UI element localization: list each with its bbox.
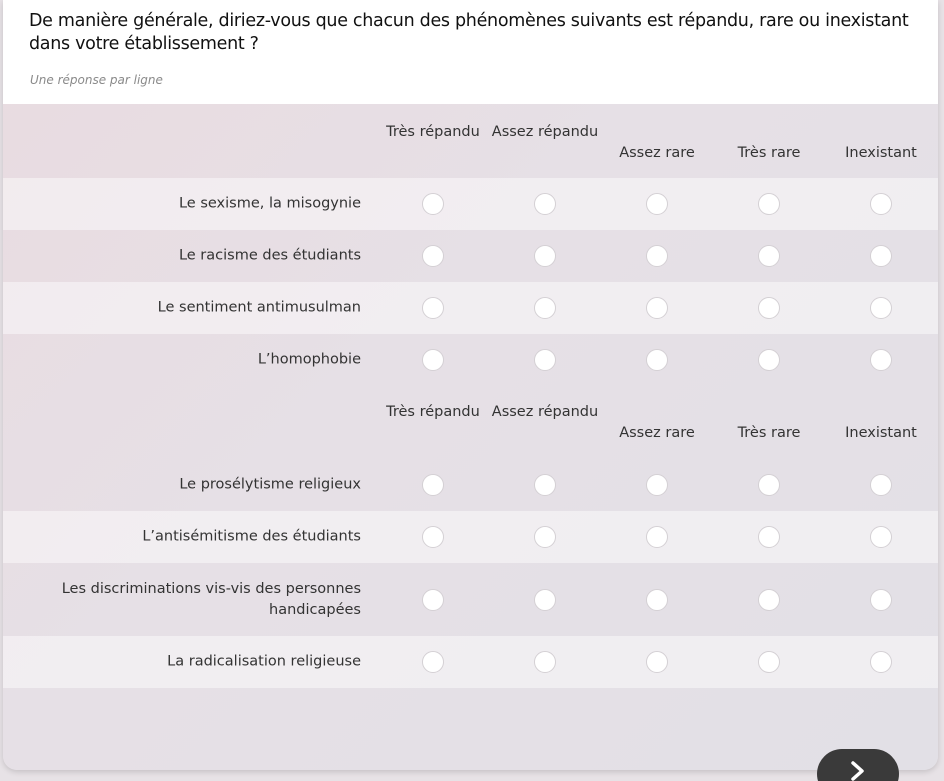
column-header-assez-rare: Assez rare [619,145,695,161]
radio-tres-rare[interactable] [758,651,780,673]
radio-assez-rare[interactable] [646,474,668,496]
radio-assez-rare[interactable] [646,526,668,548]
radio-assez-rare[interactable] [646,349,668,371]
radio-tres-rare[interactable] [758,526,780,548]
matrix-row [3,459,938,511]
radio-inexistant[interactable] [870,349,892,371]
radio-tres-repandu[interactable] [422,651,444,673]
radio-tres-rare[interactable] [758,297,780,319]
radio-assez-repandu[interactable] [534,349,556,371]
survey-card [3,0,938,770]
column-header-tres-repandu: Très répandu [386,124,480,140]
radio-assez-repandu[interactable] [534,245,556,267]
matrix-row [3,334,938,386]
column-header-assez-repandu: Assez répandu [491,124,599,140]
radio-assez-repandu[interactable] [534,297,556,319]
radio-assez-rare[interactable] [646,589,668,611]
matrix-row [3,178,938,230]
matrix-row [3,511,938,563]
row-label: Le sentiment antimusulman [157,299,361,316]
radio-assez-rare[interactable] [646,297,668,319]
radio-assez-rare[interactable] [646,651,668,673]
chevron-right-icon [849,760,867,781]
column-header-assez-repandu: Assez répandu [491,404,599,420]
radio-inexistant[interactable] [870,526,892,548]
radio-assez-rare[interactable] [646,245,668,267]
row-label: La radicalisation religieuse [167,653,361,670]
next-button[interactable] [817,749,899,781]
matrix-row [3,282,938,334]
radio-assez-repandu[interactable] [534,526,556,548]
matrix-row [3,230,938,282]
row-label: L’homophobie [257,351,361,368]
radio-assez-rare[interactable] [646,193,668,215]
row-label: Les discriminations vis-vis des personnes handicapées [61,580,361,618]
matrix-row [3,636,938,688]
column-header-inexistant: Inexistant [845,145,917,161]
row-label: Le sexisme, la misogynie [178,195,361,212]
radio-assez-repandu[interactable] [534,589,556,611]
radio-inexistant[interactable] [870,651,892,673]
radio-assez-repandu[interactable] [534,651,556,673]
row-label: Le prosélytisme religieux [179,476,361,493]
question-header [3,0,938,104]
radio-tres-rare[interactable] [758,589,780,611]
radio-tres-repandu[interactable] [422,245,444,267]
radio-tres-repandu[interactable] [422,193,444,215]
radio-inexistant[interactable] [870,245,892,267]
radio-tres-rare[interactable] [758,474,780,496]
radio-tres-repandu[interactable] [422,589,444,611]
radio-tres-repandu[interactable] [422,297,444,319]
radio-tres-repandu[interactable] [422,349,444,371]
radio-inexistant[interactable] [870,297,892,319]
matrix-row [3,563,938,636]
radio-assez-repandu[interactable] [534,193,556,215]
column-header-tres-rare: Très rare [737,145,801,161]
radio-tres-repandu[interactable] [422,474,444,496]
column-header-inexistant: Inexistant [845,425,917,441]
radio-tres-rare[interactable] [758,245,780,267]
row-label: L’antisémitisme des étudiants [142,528,361,545]
question-text: De manière générale, diriez-vous que chacun des phénomènes suivants est répandu, rare ou inexistant dans votre établissement ? [29,11,909,54]
radio-tres-rare[interactable] [758,193,780,215]
column-header-tres-rare: Très rare [737,425,801,441]
radio-inexistant[interactable] [870,474,892,496]
column-header-tres-repandu: Très répandu [386,404,480,420]
radio-inexistant[interactable] [870,193,892,215]
radio-assez-repandu[interactable] [534,474,556,496]
radio-tres-rare[interactable] [758,349,780,371]
row-label: Le racisme des étudiants [178,247,361,264]
radio-tres-repandu[interactable] [422,526,444,548]
question-instruction: Une réponse par ligne [30,73,163,87]
radio-inexistant[interactable] [870,589,892,611]
column-header-assez-rare: Assez rare [619,425,695,441]
